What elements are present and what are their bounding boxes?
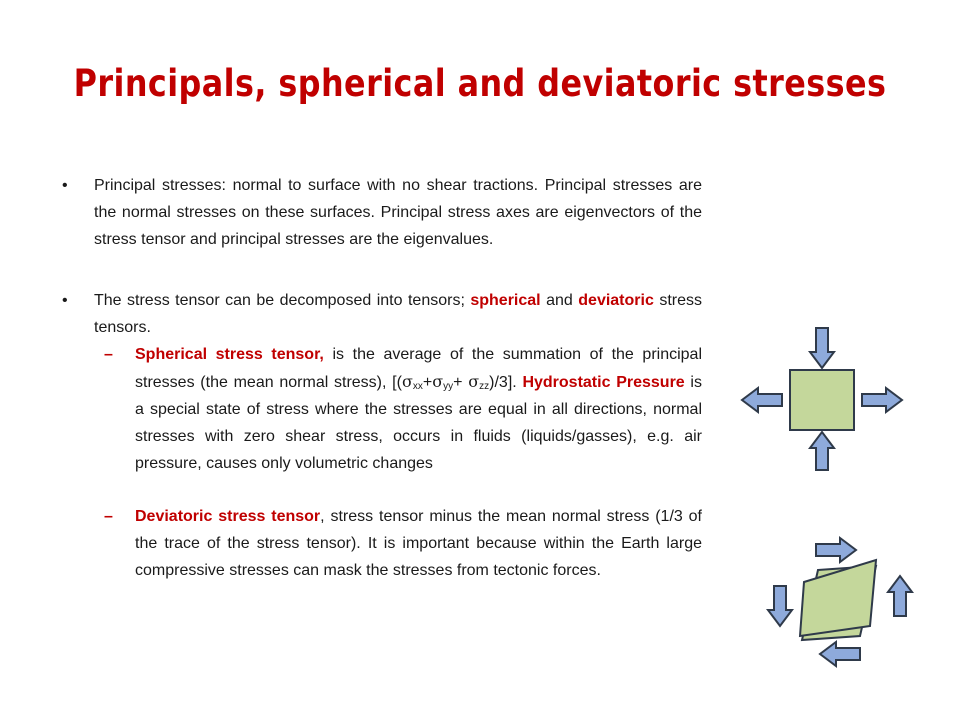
slide-content [62,172,702,584]
bullet-decomposition [62,287,702,341]
bullet-text-part: The stress tensor can be decomposed into tensors; [94,292,471,309]
sub-text: , stress tensor minus the mean normal stress (1/3 of the trace of the stress tensor). It is important because within the Earth large compressive stresses can mask the stresses from tectonic forces. [135,508,702,579]
plus-sign: + [453,374,469,391]
arrow-right-icon [862,388,902,412]
arrow-left-down-icon [768,586,792,626]
spherical-stress-box [790,370,854,430]
slide-title: Principals, spherical and deviatoric stresses [73,62,887,105]
arrow-bottom-left-icon [820,642,860,666]
sub-item-spherical [62,341,702,477]
bullet-marker: • [62,177,68,194]
bullet-text-part: and [540,292,579,309]
subscript-zz: zz [479,381,490,392]
bullet-principal-stresses [62,172,702,253]
bullet-text-part: stress tensors. [94,292,702,336]
spherical-stress-diagram [742,328,902,470]
plus-sign: + [422,374,433,391]
stress-diagrams [730,320,930,680]
spherical-term: spherical [470,292,541,309]
sigma-symbol: σ [432,372,444,391]
sigma-symbol: σ [468,372,480,391]
bullet-marker: • [62,292,68,309]
deviatoric-stress-diagram [768,538,912,666]
deviatoric-heading: Deviatoric stress tensor [135,508,321,525]
sub-text: )/3]. [489,374,523,391]
sub-marker: – [104,346,113,363]
sub-marker: – [104,508,113,525]
spherical-heading: Spherical stress tensor, [135,346,324,363]
subscript-xx: xx [412,381,423,392]
arrow-left-icon [742,388,782,412]
arrow-top-down-icon [810,328,834,368]
hydrostatic-term: Hydrostatic Pressure [522,374,685,391]
deviatoric-stress-shape [800,560,876,636]
sub-item-deviatoric [62,503,702,584]
sub-text: is a special state of stress where the stresses are equal in all directions, normal stresses with zero shear stress, occurs in fluids (liquids/gasses), e.g. air pressure, causes only volumetric changes [135,374,702,472]
arrow-right-up-icon [888,576,912,616]
stress-diagram-svg [730,320,930,680]
sub-text: is the average of the summation of the principal stresses (the mean normal stress), [( [135,346,703,391]
sigma-symbol: σ [401,372,413,391]
subscript-yy: yy [443,381,454,392]
arrow-top-right-icon [816,538,856,562]
arrow-bottom-up-icon [810,432,834,470]
bullet-text: Principal stresses: normal to surface with no shear tractions. Principal stresses are the normal stresses on these surfaces. Principal stress axes are eigenvectors of the stress tensor and principal stresses are the eigenvalues. [94,177,702,248]
deviatoric-term: deviatoric [578,292,654,309]
